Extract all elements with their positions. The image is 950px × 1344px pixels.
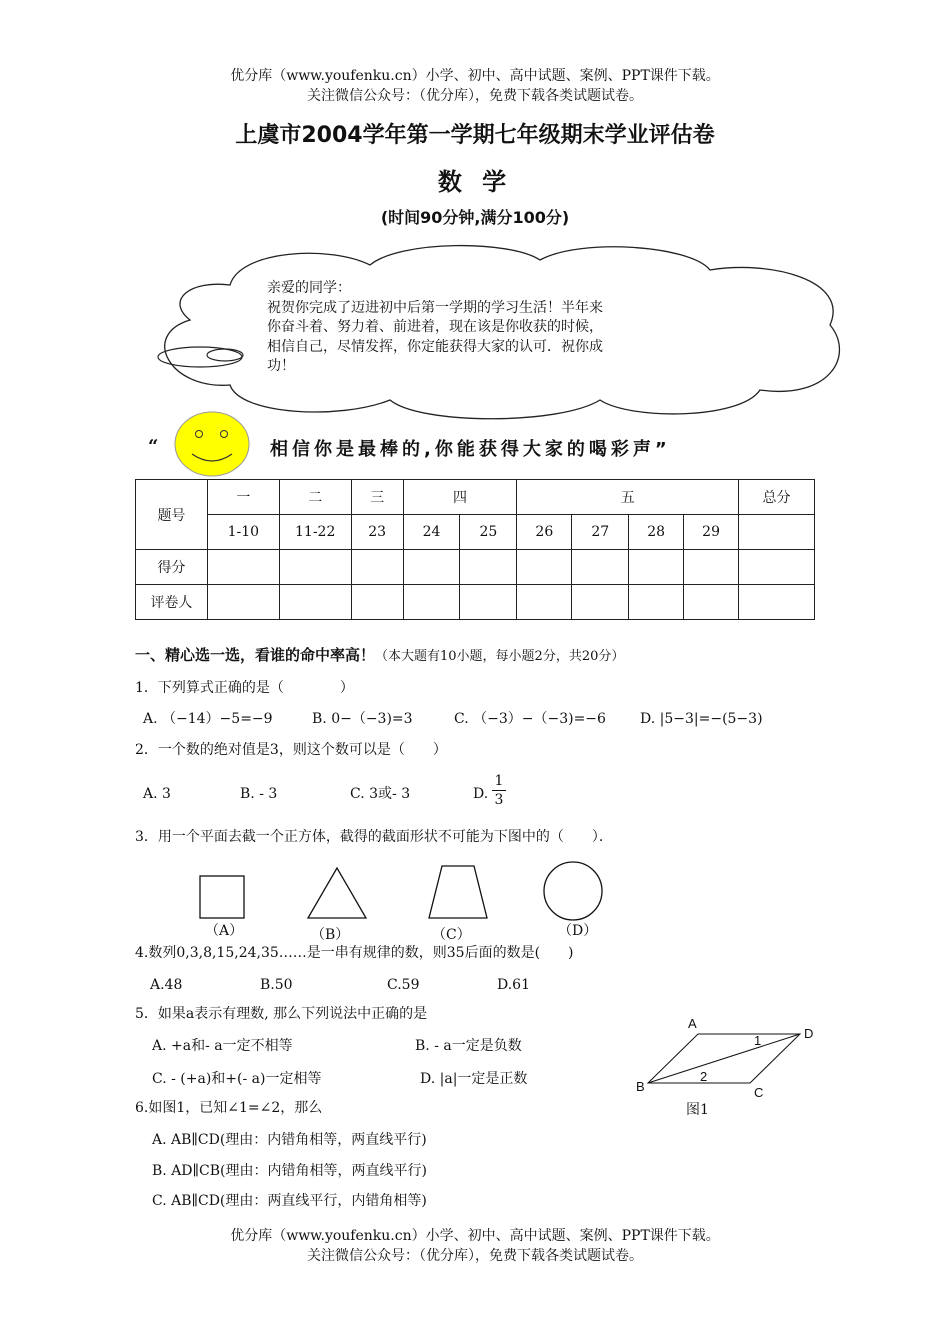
- grader-cell[interactable]: [629, 585, 684, 620]
- q4-option-b[interactable]: B.50: [260, 977, 293, 993]
- q4-stem: 4.数列0,3,8,15,24,35……是一串有规律的数，则35后面的数是( ): [135, 945, 574, 961]
- number-cell: 27: [572, 515, 629, 550]
- number-cell: 25: [460, 515, 517, 550]
- q3-option-b[interactable]: （B）: [311, 927, 350, 943]
- section1-heading-row: [135, 645, 624, 667]
- q2-stem: 2．一个数的绝对值是3，则这个数可以是（ ）: [135, 742, 447, 758]
- score-cell[interactable]: [403, 550, 460, 585]
- section-5: 五: [517, 480, 739, 515]
- figure1-caption: 图1: [686, 1102, 709, 1118]
- section-3: 三: [351, 480, 403, 515]
- section-1: 一: [207, 480, 279, 515]
- score-cell[interactable]: [739, 550, 815, 585]
- figure1-parallelogram: [628, 1012, 828, 1107]
- grader-cell[interactable]: [739, 585, 815, 620]
- q2-option-d-prefix: D.: [473, 786, 489, 802]
- q2-option-d[interactable]: [473, 784, 488, 804]
- grader-cell[interactable]: [517, 585, 572, 620]
- q3-option-c[interactable]: （C）: [432, 927, 471, 943]
- score-cell[interactable]: [517, 550, 572, 585]
- fraction-numerator: 1: [492, 772, 506, 791]
- cloud-greeting: 亲爱的同学：: [267, 280, 351, 296]
- cloud-line: 相信自己，尽情发挥，你定能获得大家的认可．祝你成: [267, 338, 603, 355]
- square-shape: [200, 876, 244, 918]
- q5-stem: 5．如果a表示有理数, 那么下列说法中正确的是: [135, 1006, 428, 1022]
- score-cell[interactable]: [572, 550, 629, 585]
- number-cell: 11-22: [279, 515, 351, 550]
- section-2: 二: [279, 480, 351, 515]
- q6-option-a[interactable]: A. AB∥CD(理由：内错角相等，两直线平行): [152, 1132, 427, 1148]
- q5-option-b[interactable]: B. - a一定是负数: [415, 1038, 522, 1054]
- q3-shapes: [190, 860, 620, 925]
- number-cell: 1-10: [207, 515, 279, 550]
- score-table: [135, 479, 815, 620]
- section1-note: （本大题有10小题，每小题2分，共20分）: [375, 649, 625, 664]
- q6-option-c[interactable]: C. AB∥CD(理由：两直线平行，内错角相等): [152, 1193, 427, 1209]
- grader-cell[interactable]: [207, 585, 279, 620]
- label-d: D: [804, 1026, 814, 1041]
- number-cell: 29: [684, 515, 739, 550]
- smiley-icon: [172, 408, 252, 478]
- slogan-open-quote: “: [148, 436, 159, 457]
- q5-option-c[interactable]: C. - (+a)和+(- a)一定相等: [152, 1071, 322, 1087]
- label-tihao: 题号: [136, 480, 208, 550]
- header-line-1: 优分库（www.youfenku.cn）小学、初中、高中试题、案例、PPT课件下载。: [230, 68, 720, 84]
- label-pingjuan: 评卷人: [136, 585, 208, 620]
- q1-option-c[interactable]: C. （−3）−（−3)=−6: [454, 711, 606, 727]
- q2-option-a[interactable]: A. 3: [143, 786, 171, 802]
- score-cell[interactable]: [460, 550, 517, 585]
- fraction-denominator: 3: [494, 792, 504, 808]
- cloud-message: [267, 279, 603, 377]
- footer-line-1: 优分库（www.youfenku.cn）小学、初中、高中试题、案例、PPT课件下载。: [230, 1228, 720, 1244]
- grader-cell[interactable]: [460, 585, 517, 620]
- score-cell[interactable]: [207, 550, 279, 585]
- section1-heading: 一、精心选一选，看谁的命中率高！: [135, 646, 376, 664]
- q5-option-d[interactable]: D. |a|一定是正数: [420, 1071, 528, 1087]
- q1-stem: 1．下列算式正确的是（ ）: [135, 680, 354, 696]
- grader-cell[interactable]: [572, 585, 629, 620]
- cloud-line: 你奋斗着、努力着、前进着，现在该是你收获的时候，: [267, 319, 603, 335]
- grader-cell[interactable]: [403, 585, 460, 620]
- q3-stem: 3．用一个平面去截一个正方体，截得的截面形状不可能为下图中的（ ）．: [135, 829, 613, 845]
- q5-option-a[interactable]: A. +a和- a一定不相等: [152, 1038, 293, 1054]
- q1-option-d[interactable]: D. |5−3|=−(5−3): [640, 711, 763, 727]
- q2-fraction: [492, 772, 506, 809]
- q2-option-c[interactable]: C. 3或- 3: [350, 786, 411, 802]
- number-cell: 26: [517, 515, 572, 550]
- label-defen: 得分: [136, 550, 208, 585]
- q3-option-a[interactable]: （A）: [205, 923, 244, 939]
- trapezoid-shape: [429, 866, 487, 918]
- score-cell[interactable]: [351, 550, 403, 585]
- q4-option-c[interactable]: C.59: [387, 977, 420, 993]
- label-b: B: [636, 1079, 645, 1094]
- q1-option-a[interactable]: A. （−14）−5=−9: [143, 711, 273, 727]
- cloud-line: 祝贺你完成了迈进初中后第一学期的学习生活！半年来: [267, 299, 603, 316]
- q4-option-d[interactable]: D.61: [497, 977, 530, 993]
- exam-title: 上虞市2004学年第一学期七年级期末学业评估卷: [235, 123, 715, 148]
- label-a: A: [688, 1016, 697, 1031]
- q6-option-b[interactable]: B. AD∥CB(理由：内错角相等，两直线平行): [152, 1163, 427, 1179]
- exam-subject: 数 学: [437, 168, 513, 196]
- section-total: 总分: [739, 480, 815, 515]
- grader-cell[interactable]: [351, 585, 403, 620]
- total-score-cell[interactable]: [739, 515, 815, 550]
- q3-option-d[interactable]: （D）: [558, 923, 598, 939]
- score-cell[interactable]: [279, 550, 351, 585]
- footer-line-2: 关注微信公众号：（优分库），免费下载各类试题试卷。: [307, 1248, 643, 1264]
- grader-cell[interactable]: [279, 585, 351, 620]
- score-cell[interactable]: [684, 550, 739, 585]
- number-cell: 23: [351, 515, 403, 550]
- q1-option-b[interactable]: B. 0−（−3)=3: [312, 711, 413, 727]
- section-4: 四: [403, 480, 517, 515]
- triangle-shape: [308, 868, 366, 918]
- number-cell: 24: [403, 515, 460, 550]
- grader-cell[interactable]: [684, 585, 739, 620]
- header-line-2: 关注微信公众号：（优分库），免费下载各类试题试卷。: [307, 88, 643, 104]
- angle-1-label: 1: [754, 1033, 762, 1048]
- circle-shape: [544, 862, 602, 920]
- label-c: C: [754, 1085, 764, 1100]
- angle-2-label: 2: [700, 1069, 708, 1084]
- number-cell: 28: [629, 515, 684, 550]
- q6-stem: 6.如图1，已知∠1=∠2，那么: [135, 1100, 323, 1116]
- score-cell[interactable]: [629, 550, 684, 585]
- cloud-line: 功！: [267, 358, 295, 374]
- slogan-text: 相信你是最棒的,你能获得大家的喝彩声”: [270, 439, 671, 460]
- exam-info: (时间90分钟,满分100分): [380, 208, 570, 227]
- q4-option-a[interactable]: A.48: [150, 977, 183, 993]
- q2-option-b[interactable]: B. - 3: [240, 786, 278, 802]
